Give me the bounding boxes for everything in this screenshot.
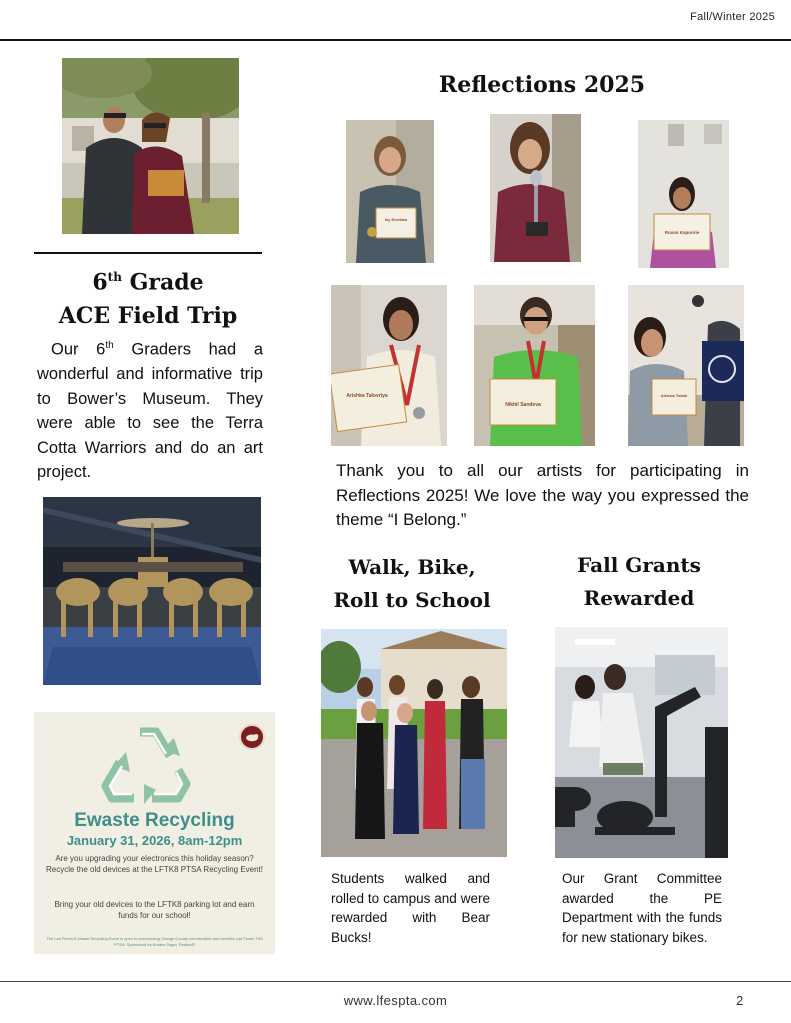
certificate-name: Nikhil Sandeva	[505, 402, 541, 408]
terra-cotta-warriors-photo	[43, 497, 261, 685]
certificate-name: Ruvan Kapoorie	[664, 230, 700, 235]
certificate-name: Ivy Everitao	[384, 217, 408, 222]
reflections-photo-3	[638, 120, 729, 268]
header-rule	[0, 39, 791, 41]
footer-rule	[0, 981, 791, 982]
reflections-photo-1	[346, 120, 434, 263]
school-bear-seal	[239, 724, 265, 750]
footer-website-link[interactable]: www.lfespta.com	[343, 993, 448, 1008]
certificate-name: Alessia Tolani	[660, 393, 688, 398]
flyer-title: Ewaste Recycling	[74, 810, 235, 831]
certificate-name: Arishka Talovriya	[346, 393, 388, 399]
stationary-bikes-photo	[555, 627, 728, 858]
recycle-icon	[98, 720, 198, 810]
flyer-fine-print: The Las Flores E-Waste Recycling Event is open to surrounding Orange County communities and benefits Las Flores TK8 PTSA. Sponsored by Kristen Sager, Realtor®	[46, 936, 263, 947]
reflections-photo-2	[490, 114, 581, 262]
ace-body: Our 6th Graders had a wonderful and informative trip to Bower’s Museum. They were able to see the Terra Cotta Warriors and do an art project.	[37, 340, 263, 481]
page-number: 2	[736, 993, 744, 1008]
issue-date: Fall/Winter 2025	[690, 11, 775, 23]
ace-title: 6th Grade ACE Field Trip	[58, 269, 238, 330]
reflections-title: Reflections 2025	[438, 72, 646, 98]
ace-field-trip-photo	[62, 58, 239, 234]
flyer-paragraph-1: Are you upgrading your electronics this holiday season? Recycle the old devices at the LFTK8 PTSA Recycling Event!	[46, 854, 263, 874]
reflections-photo-5	[474, 285, 595, 446]
reflections-photo-6	[628, 285, 744, 446]
reflections-body: Thank you to all our artists for participating in Reflections 2025! We love the way you expressed the theme “I Belong.”	[336, 461, 749, 529]
walk-bike-body: Students walked and rolled to campus and were rewarded with Bear Bucks!	[331, 871, 490, 945]
flyer-paragraph-2: Bring your old devices to the LFTK8 parking lot and earn funds for our school!	[54, 900, 255, 920]
reflections-photo-4	[331, 285, 447, 446]
walk-bike-photo	[321, 629, 507, 857]
fall-grants-body: Our Grant Committee awarded the PE Department with the funds for new stationary bikes.	[562, 871, 722, 945]
section-divider	[34, 252, 262, 254]
fall-grants-title: Fall Grants Rewarded	[577, 553, 701, 610]
flyer-date: January 31, 2026, 8am-12pm	[66, 833, 243, 848]
ewaste-recycling-flyer	[34, 712, 275, 954]
walk-bike-title: Walk, Bike, Roll to School	[333, 555, 491, 612]
